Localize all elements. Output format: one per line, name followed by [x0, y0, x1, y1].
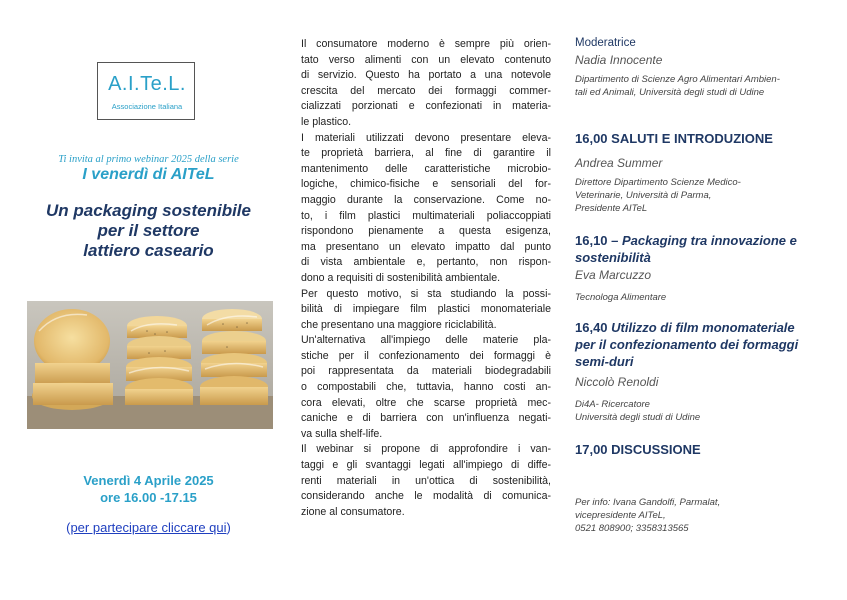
description-line: renti materiali in un'ottica di sostenibilità,: [301, 474, 551, 487]
description-line: le plastico.: [301, 115, 352, 128]
description-line: logiche, chimico-fisiche e sensoriali del for-: [301, 178, 551, 191]
description-line: va sulla shelf-life.: [301, 427, 383, 440]
description-line: o compostabili che, tuttavia, hanno costi an-: [301, 381, 551, 394]
description-line: to, i film plastici multimateriali poliaccoppiati: [301, 209, 551, 222]
affiliation-line: Università degli studi di Udine: [575, 412, 701, 423]
program-item-packaging: [575, 232, 835, 266]
description-line: te proprietà barriera, al fine di garantire il: [301, 147, 551, 160]
program-time: 16,40: [575, 320, 608, 335]
description-line: poi rappresentata da materiali biodegradabili: [301, 365, 551, 378]
description-line: cializzati porzionati e confezionati in materia-: [301, 100, 551, 113]
logo-subtitle: Associazione Italiana: [111, 102, 183, 111]
description-line: ma presentano un elevato impatto dal punto: [301, 240, 551, 253]
speaker-affiliation: [575, 291, 666, 304]
description-line: Per questo motivo, si sta studiando la possi-: [301, 287, 551, 300]
description-line: zione al consumatore.: [301, 505, 405, 518]
description-line: caniche e di barriera con un'influenza negati-: [301, 412, 551, 425]
participate-line: [26, 520, 271, 535]
description-line: mantenimento delle caratteristiche microbio-: [301, 162, 551, 175]
cheese-photo-illustration: [27, 301, 273, 429]
program-title-line: – Packaging tra innovazione e: [611, 233, 797, 248]
program-title-line: per il confezionamento dei formaggi: [575, 337, 799, 352]
affiliation-line: Tecnologa Alimentare: [575, 292, 667, 303]
affiliation-line: Dipartimento di Scienze Agro Alimentari Ambien-: [575, 74, 780, 85]
description-line: Il webinar si propone di approfondire i van-: [301, 443, 551, 456]
speaker-name: Andrea Summer: [575, 156, 663, 170]
program-time: 16,10: [575, 233, 608, 248]
cheese-photo: [27, 301, 273, 429]
description-line: maggio durante la conservazione. Come no-: [301, 193, 551, 206]
date-line: Venerdì 4 Aprile 2025: [83, 473, 214, 488]
description-line: di vista ambientale e, pertanto, non rispon-: [301, 256, 551, 269]
affiliation-line: Di4A- Ricercatore: [575, 399, 650, 410]
contact-line: 0521 808900; 3358313565: [575, 523, 689, 534]
speaker-name: Niccolò Renoldi: [575, 375, 659, 389]
contact-line: vicepresidente AITeL,: [575, 510, 666, 521]
invite-line: Ti invita al primo webinar 2025 della serie: [58, 154, 239, 165]
speaker-affiliation: [575, 176, 741, 215]
moderator-label: Moderatrice: [575, 37, 636, 49]
program-title-line: semi-duri: [575, 354, 634, 369]
description-line: cora elevati, oltre che scarse proprietà mec-: [301, 396, 551, 409]
speaker-name: Eva Marcuzzo: [575, 268, 652, 282]
webinar-description: [301, 37, 551, 520]
speaker-affiliation: [575, 398, 700, 424]
description-line: crescita del mercato dei formaggi commer-: [301, 84, 551, 97]
contact-info: [575, 496, 720, 535]
description-line: di servizio. Questo ha portato a una notevole: [301, 69, 551, 82]
description-line: tato verso alimenti con un elevato contenuto: [301, 53, 551, 66]
description-line: Il consumatore moderno è sempre più orien-: [301, 38, 551, 50]
affiliation-line: tali ed Animali, Università degli studi di Udine: [575, 87, 765, 98]
webinar-title-line: Un packaging sostenibile: [46, 201, 251, 220]
event-date: [26, 472, 271, 506]
description-line: taggi e gli svantaggi legati all'impiego di diffe-: [301, 459, 551, 472]
program-item-discussione: 17,00 DISCUSSIONE: [575, 442, 701, 457]
webinar-title: [26, 201, 271, 261]
participate-link[interactable]: per partecipare cliccare qui: [70, 520, 227, 535]
aitel-logo: [97, 62, 195, 120]
program-item-monomateriale: [575, 319, 835, 370]
series-title: I venerdì di AITeL: [82, 166, 215, 183]
description-line: che presentano una maggiore riciclabilità.: [301, 318, 497, 331]
webinar-title-line: lattiero caseario: [83, 241, 214, 260]
description-line: bilità di impiegare film plastici monomateriale: [301, 303, 551, 316]
time-line: ore 16.00 -17.15: [100, 490, 197, 505]
description-line: Un'alternativa all'impiego delle materie pla-: [301, 334, 551, 347]
program-title-line: Utilizzo di film monomateriale: [611, 320, 795, 335]
participate-prefix: (: [66, 520, 71, 535]
description-line: dono a requisiti di sostenibilità ambientale.: [301, 271, 501, 284]
description-line: considerando anche le modalità di comunica-: [301, 490, 551, 503]
program-title-line: sostenibilità: [575, 250, 651, 265]
moderator-name: Nadia Innocente: [575, 53, 663, 67]
participate-suffix: ): [226, 520, 231, 535]
description-line: stiche per il confezionamento dei formaggi è: [301, 349, 551, 362]
affiliation-line: Presidente AITeL: [575, 203, 648, 214]
program-item-saluti: 16,00 SALUTI E INTRODUZIONE: [575, 131, 773, 146]
affiliation-line: Direttore Dipartimento Scienze Medico-: [575, 177, 741, 188]
description-line: I materiali utilizzati devono presentare eleva-: [301, 131, 551, 144]
affiliation-line: Veterinarie, Università di Parma,: [575, 190, 712, 201]
moderator-affiliation: [575, 73, 780, 99]
logo-name: A.I.Te.L.: [108, 73, 186, 95]
description-line: rispondono pienamente a questa esigenza,: [301, 225, 551, 238]
contact-line: Per info: Ivana Gandolfi, Parmalat,: [575, 497, 721, 508]
webinar-title-line: per il settore: [97, 221, 200, 240]
